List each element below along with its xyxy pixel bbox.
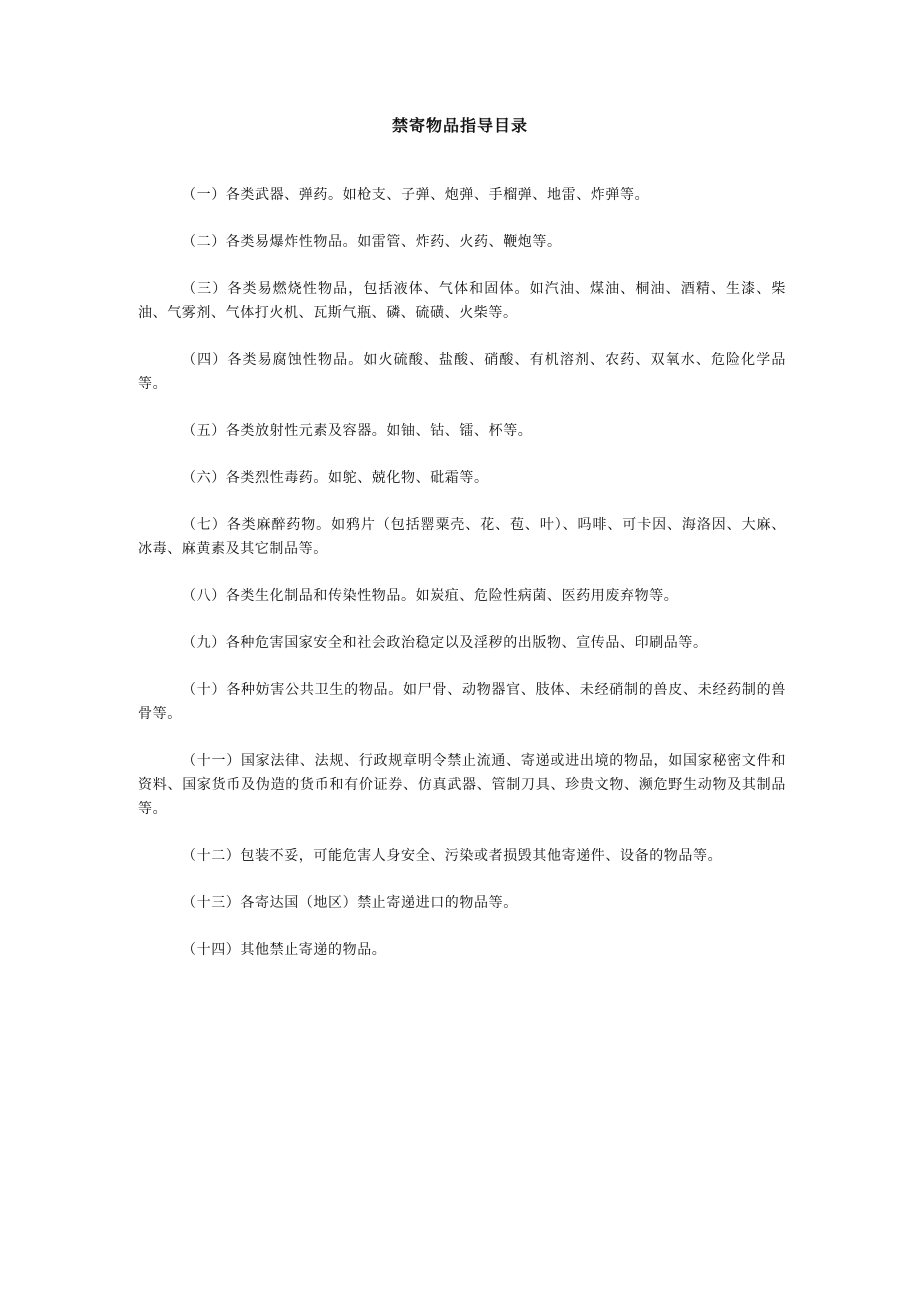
list-item: （五）各类放射性元素及容器。如铀、钴、镭、杯等。 xyxy=(182,423,533,439)
document-title: 禁寄物品指导目录 xyxy=(391,116,528,135)
prohibited-items-list xyxy=(138,183,786,985)
list-item: （一）各类武器、弹药。如枪支、子弹、炮弹、手榴弹、地雷、炸弹等。 xyxy=(182,187,650,203)
list-item: （六）各类烈性毒药。如鸵、兢化物、砒霜等。 xyxy=(182,470,489,486)
list-item: （十三）各寄达国（地区）禁止寄递进口的物品等。 xyxy=(182,895,518,911)
list-item: （八）各类生化制品和传染性物品。如炭疽、危险性病菌、医药用废弃物等。 xyxy=(182,588,679,604)
list-item: （十四）其他禁止寄递的物品。 xyxy=(182,942,387,958)
list-item: （十二）包装不妥，可能危害人身安全、污染或者损毁其他寄递件、设备的物品等。 xyxy=(182,848,723,864)
list-item: （四）各类易腐蚀性物品。如火硫酸、盐酸、硝酸、有机溶剂、农药、双氧水、危险化学品等。 xyxy=(138,352,786,392)
list-item: （三）各类易燃烧性物品，包括液体、气体和固体。如汽油、煤油、桐油、酒精、生漆、柴油、气雾剂、气体打火机、瓦斯气瓶、磷、硫磺、火柴等。 xyxy=(138,281,786,321)
list-item: （二）各类易爆炸性物品。如雷管、炸药、火药、鞭炮等。 xyxy=(182,234,562,250)
list-item: （十）各种妨害公共卫生的物品。如尸骨、动物器官、肢体、未经硝制的兽皮、未经药制的兽骨等。 xyxy=(138,682,786,722)
list-item: （十一）国家法律、法规、行政规章明令禁止流通、寄递或进出境的物品，如国家秘密文件和资料、国家货币及伪造的货币和有价证券、仿真武器、管制刀具、珍贵文物、濒危野生动物及其制品等。 xyxy=(138,753,786,817)
list-item: （七）各类麻醉药物。如鸦片（包括罂粟壳、花、苞、叶）、吗啡、可卡因、海洛因、大麻、冰毒、麻黄素及其它制品等。 xyxy=(138,517,786,557)
list-item: （九）各种危害国家安全和社会政治稳定以及淫秽的出版物、宣传品、印刷品等。 xyxy=(182,635,708,651)
